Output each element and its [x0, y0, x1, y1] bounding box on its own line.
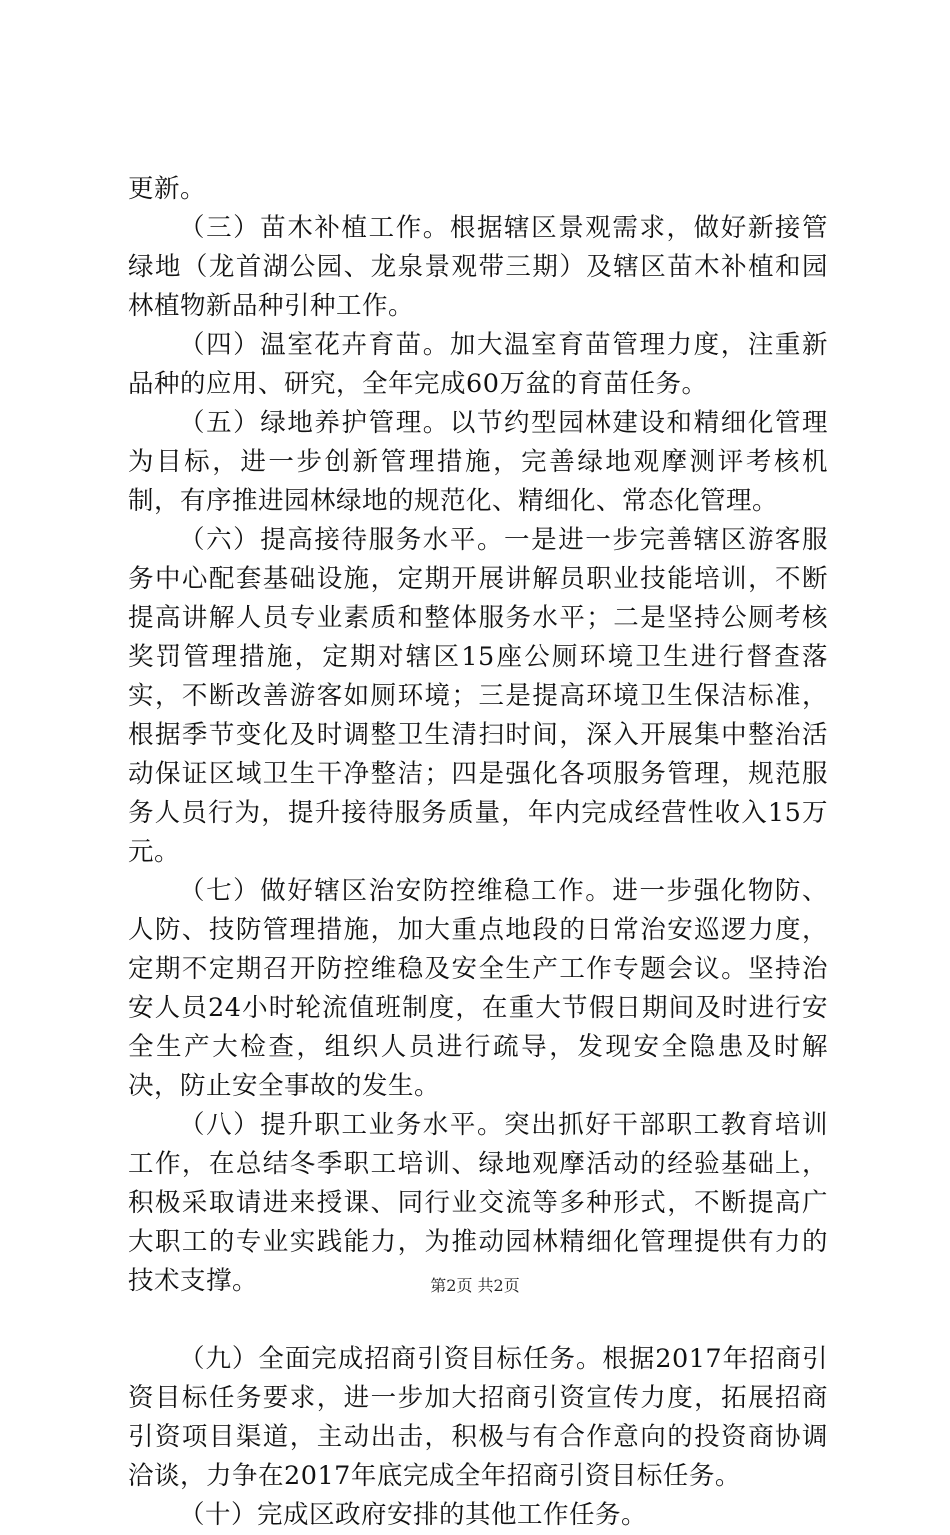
- paragraph-9-investment: （九）全面完成招商引资目标任务。根据2017年招商引资目标任务要求，进一步加大招商引资宣传力度，拓展招商引资项目渠道，主动出击，积极与有合作意向的投资商协调洽谈，力争在2017年底完成全年招商引资目标任务。: [128, 1344, 828, 1491]
- paragraph-5-greenland-maintenance: （五）绿地养护管理。以节约型园林建设和精细化管理为目标，进一步创新管理措施，完善绿地观摩测评考核机制，有序推进园林绿地的规范化、精细化、常态化管理。: [128, 408, 828, 516]
- paragraph-10-other-tasks: （十）完成区政府安排的其他工作任务。: [179, 1500, 648, 1530]
- paragraph-6-reception-service: （六）提高接待服务水平。一是进一步完善辖区游客服务中心配套基础设施，定期开展讲解员职业技能培训，不断提高讲解人员专业素质和整体服务水平；二是坚持公厕考核奖罚管理措施，定期对辖区15座公厕环境卫生进行督查落实，不断改善游客如厕环境；三是提高环境卫生保洁标准，根据季节变化及时调整卫生清扫时间，深入开展集中整治活动保证区域卫生干净整洁；四是强化各项服务管理，规范服务人员行为，提升接待服务质量，年内完成经营性收入15万元。: [128, 525, 828, 867]
- paragraph-8-staff-training: （八）提升职工业务水平。突出抓好干部职工教育培训工作，在总结冬季职工培训、绿地观摩活动的经验基础上，积极采取请进来授课、同行业交流等多种形式，不断提高广大职工的专业实践能力，为推动园林精细化管理提供有力的技术支撑。: [128, 1110, 828, 1296]
- paragraph-7-public-security: （七）做好辖区治安防控维稳工作。进一步强化物防、人防、技防管理措施，加大重点地段的日常治安巡逻力度，定期不定期召开防控维稳及安全生产工作专题会议。坚持治安人员24小时轮流值班制度，在重大节假日期间及时进行安全生产大检查，组织人员进行疏导，发现安全隐患及时解决，防止安全事故的发生。: [128, 876, 828, 1101]
- paragraph-4-greenhouse-nursery: （四）温室花卉育苗。加大温室育苗管理力度，注重新品种的应用、研究，全年完成60万盆的育苗任务。: [128, 330, 828, 399]
- page-number-footer: 第2页 共2页: [430, 1276, 520, 1295]
- document-body: [128, 170, 828, 1535]
- paragraph-3-seedling-replanting: （三）苗木补植工作。根据辖区景观需求，做好新接管绿地（龙首湖公园、龙泉景观带三期）及辖区苗木补植和园林植物新品种引种工作。: [128, 213, 828, 321]
- paragraph-continuation: 更新。: [128, 174, 207, 204]
